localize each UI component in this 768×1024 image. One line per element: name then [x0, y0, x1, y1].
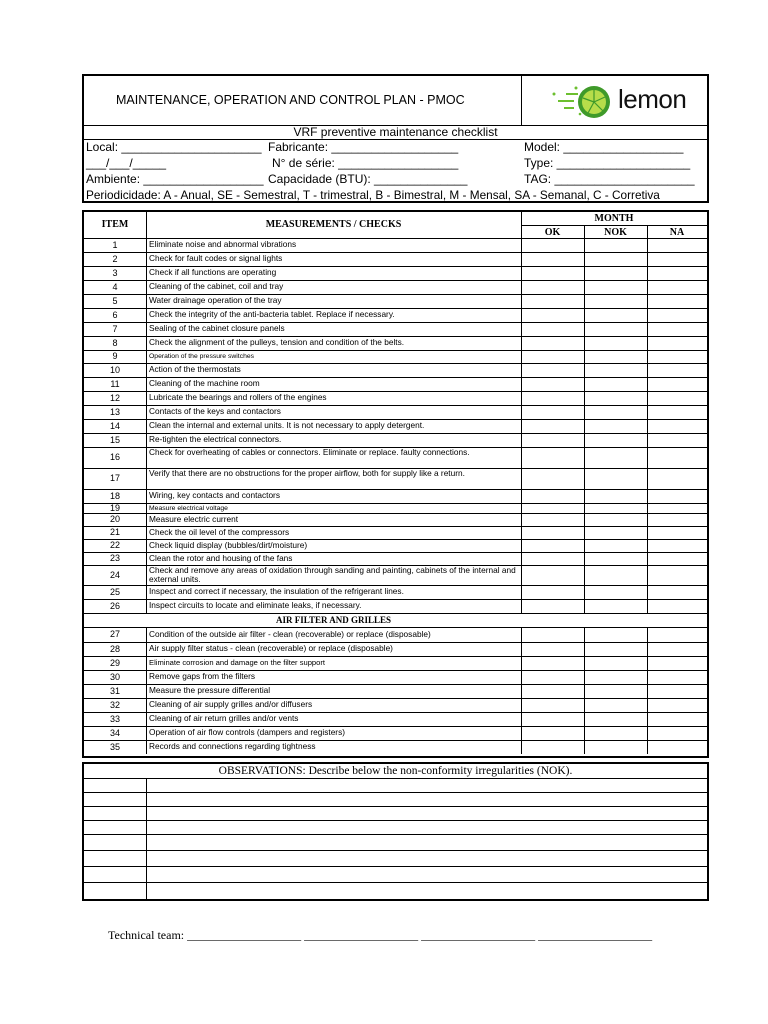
item-number: 19	[109, 503, 120, 513]
checkbox-ok[interactable]	[521, 642, 584, 656]
checkbox-nok[interactable]	[584, 238, 647, 252]
table-row	[84, 740, 707, 754]
table-row	[84, 552, 707, 565]
logo-text: lemon	[618, 84, 687, 114]
item-number: 15	[109, 434, 120, 445]
logo	[521, 76, 710, 125]
checkbox-na[interactable]	[647, 280, 707, 294]
check-description: Inspect and correct if necessary, the insulation of the refrigerant lines.	[149, 586, 404, 596]
checkbox-ok[interactable]	[521, 726, 584, 740]
checkbox-nok[interactable]	[584, 526, 647, 539]
checkbox-nok[interactable]	[584, 670, 647, 684]
model-field[interactable]: Model: __________________	[524, 140, 684, 154]
checkbox-na[interactable]	[647, 513, 707, 526]
check-description: Condition of the outside air filter - clean (recoverable) or replace (disposable)	[149, 628, 431, 639]
item-number: 8	[112, 337, 118, 348]
checkbox-na[interactable]	[647, 336, 707, 350]
checkbox-ok[interactable]	[521, 252, 584, 266]
check-description: Clean the rotor and housing of the fans	[149, 552, 293, 563]
table-row	[84, 377, 707, 391]
checkbox-nok[interactable]	[584, 740, 647, 754]
checkbox-na[interactable]	[647, 670, 707, 684]
header-nok: NOK	[604, 227, 627, 238]
checkbox-nok[interactable]	[584, 539, 647, 552]
table-row	[84, 656, 707, 670]
checkbox-ok[interactable]	[521, 670, 584, 684]
local-field[interactable]: Local: _____________________	[86, 140, 262, 154]
table-row	[84, 419, 707, 433]
lime-logo-icon	[536, 80, 616, 122]
checkbox-na[interactable]	[647, 740, 707, 754]
observation-input[interactable]	[147, 779, 707, 792]
checkbox-na[interactable]	[647, 294, 707, 308]
checkbox-na[interactable]	[647, 726, 707, 740]
table-row	[84, 280, 707, 294]
checkbox-ok[interactable]	[521, 627, 584, 642]
checkbox-na[interactable]	[647, 684, 707, 698]
check-description: Sealing of the cabinet closure panels	[149, 323, 285, 333]
item-number: 2	[112, 253, 118, 264]
item-number: 26	[109, 600, 120, 611]
col-divider	[146, 627, 147, 754]
checkbox-nok[interactable]	[584, 642, 647, 656]
item-number: 21	[109, 527, 120, 537]
form-title: MAINTENANCE, OPERATION AND CONTROL PLAN - PMOC	[116, 93, 465, 107]
checkbox-na[interactable]	[647, 252, 707, 266]
check-description: Measure electric current	[149, 513, 238, 524]
serial-number-field[interactable]: N° de série: __________________	[272, 156, 459, 170]
checkbox-na[interactable]	[647, 405, 707, 419]
table-row	[84, 670, 707, 684]
check-description: Cleaning of air supply grilles and/or diffusers	[149, 699, 313, 709]
checkbox-na[interactable]	[647, 698, 707, 712]
item-number: 16	[109, 452, 120, 462]
checkbox-ok[interactable]	[521, 363, 584, 377]
item-number: 24	[109, 569, 120, 580]
table-row	[84, 627, 707, 642]
checkbox-nok[interactable]	[584, 565, 647, 585]
check-description: Re-tighten the electrical connectors.	[149, 434, 282, 444]
checkbox-nok[interactable]	[584, 294, 647, 308]
check-description: Cleaning of the cabinet, coil and tray	[149, 281, 284, 291]
check-description: Check the alignment of the pulleys, tension and condition of the belts.	[149, 337, 405, 347]
check-description: Check liquid display (bubbles/dirt/moisture)	[149, 539, 308, 550]
observations-box	[82, 762, 709, 901]
checkbox-ok[interactable]	[521, 526, 584, 539]
capacity-field[interactable]: Capacidade (BTU): ______________	[268, 172, 468, 186]
checkbox-na[interactable]	[647, 391, 707, 405]
item-number: 22	[109, 540, 120, 550]
checkbox-nok[interactable]	[584, 433, 647, 447]
checkbox-ok[interactable]	[521, 684, 584, 698]
col-divider	[584, 627, 585, 754]
checkbox-na[interactable]	[647, 468, 707, 489]
header-month: MONTH	[594, 213, 634, 224]
table-row	[84, 526, 707, 539]
observation-input[interactable]	[147, 851, 707, 866]
checkbox-nok[interactable]	[584, 684, 647, 698]
header-na: NA	[669, 227, 685, 238]
item-number: 3	[112, 267, 118, 278]
checkbox-nok[interactable]	[584, 552, 647, 565]
check-description: Check the integrity of the anti-bacteria tablet. Replace if necessary.	[149, 309, 395, 319]
checkbox-na[interactable]	[647, 599, 707, 613]
checkbox-nok[interactable]	[584, 252, 647, 266]
item-number: 4	[112, 281, 118, 292]
checkbox-nok[interactable]	[584, 585, 647, 599]
month-divider	[521, 225, 707, 226]
checkbox-nok[interactable]	[584, 391, 647, 405]
checkbox-nok[interactable]	[584, 489, 647, 503]
checkbox-nok[interactable]	[584, 447, 647, 468]
checkbox-nok[interactable]	[584, 513, 647, 526]
item-number: 34	[109, 727, 120, 738]
check-description: Check for fault codes or signal lights	[149, 253, 283, 263]
item-number: 31	[109, 685, 120, 696]
check-description: Wiring, key contacts and contactors	[149, 490, 280, 500]
check-description: Check and remove any areas of oxidation through sanding and painting, cabinets of the internal and external units.	[149, 565, 516, 584]
periodicity-legend: Periodicidade: A - Anual, SE - Semestral, T - trimestral, B - Bimestral, M - Mensal, SA - Semanal, C - Corretiva	[86, 188, 660, 202]
type-field[interactable]: Type: ____________________	[524, 156, 691, 170]
checkbox-na[interactable]	[647, 503, 707, 513]
item-number: 20	[109, 514, 120, 524]
checkbox-ok[interactable]	[521, 599, 584, 613]
date-field[interactable]: ___/___/_____	[86, 156, 167, 170]
table-row	[84, 391, 707, 405]
table-row	[84, 503, 707, 513]
observation-input[interactable]	[147, 835, 707, 850]
table-row	[84, 350, 707, 363]
table-row	[84, 294, 707, 308]
table-row	[84, 698, 707, 712]
check-description: Operation of the pressure switches	[149, 352, 255, 360]
item-number: 18	[109, 490, 120, 501]
table-row	[84, 252, 707, 266]
checkbox-ok[interactable]	[521, 419, 584, 433]
ambiente-field[interactable]: Ambiente: __________________	[86, 172, 264, 186]
checkbox-nok[interactable]	[584, 599, 647, 613]
row-divider	[84, 613, 707, 614]
title-row	[84, 76, 707, 126]
checkbox-nok[interactable]	[584, 377, 647, 391]
item-number: 7	[112, 323, 118, 334]
item-number: 29	[109, 657, 120, 668]
checkbox-na[interactable]	[647, 565, 707, 585]
checkbox-ok[interactable]	[521, 489, 584, 503]
checkbox-na[interactable]	[647, 552, 707, 565]
table-row	[84, 513, 707, 526]
check-description: Air supply filter status - clean (recoverable) or replace (disposable)	[149, 643, 393, 653]
checkbox-na[interactable]	[647, 419, 707, 433]
table-row	[84, 565, 707, 585]
table-row	[84, 468, 707, 489]
check-description: Cleaning of air return grilles and/or vents	[149, 713, 299, 723]
table-row	[84, 642, 707, 656]
checkbox-ok[interactable]	[521, 433, 584, 447]
checkbox-na[interactable]	[647, 377, 707, 391]
checkbox-nok[interactable]	[584, 656, 647, 670]
observation-input[interactable]	[147, 821, 707, 834]
check-description: Contacts of the keys and contactors	[149, 406, 281, 416]
check-description: Remove gaps from the filters	[149, 671, 256, 681]
check-description: Operation of air flow controls (dampers and registers)	[149, 727, 345, 737]
checkbox-ok[interactable]	[521, 447, 584, 468]
checkbox-na[interactable]	[647, 712, 707, 726]
checkbox-na[interactable]	[647, 526, 707, 539]
checkbox-ok[interactable]	[521, 712, 584, 726]
table-row	[84, 322, 707, 336]
checkbox-nok[interactable]	[584, 266, 647, 280]
table-row	[84, 433, 707, 447]
checkbox-nok[interactable]	[584, 627, 647, 642]
observation-input[interactable]	[147, 867, 707, 882]
checkbox-na[interactable]	[647, 627, 707, 642]
checkbox-na[interactable]	[647, 656, 707, 670]
item-number: 27	[109, 629, 120, 639]
table-row	[84, 363, 707, 377]
col-divider	[521, 627, 522, 754]
checkbox-nok[interactable]	[584, 698, 647, 712]
checkbox-ok[interactable]	[521, 308, 584, 322]
item-number: 1	[112, 239, 118, 250]
item-number: 12	[109, 392, 120, 403]
check-description: Inspect circuits to locate and eliminate leaks, if necessary.	[149, 600, 362, 610]
checkbox-na[interactable]	[647, 308, 707, 322]
check-description: Check for overheating of cables or connectors. Eliminate or replace. faulty connections.	[149, 447, 470, 457]
check-description: Check the oil level of the compressors	[149, 526, 290, 537]
checkbox-nok[interactable]	[584, 419, 647, 433]
checkbox-nok[interactable]	[584, 322, 647, 336]
item-number: 9	[112, 351, 118, 361]
check-description: Action of the thermostats	[149, 364, 241, 374]
checkbox-ok[interactable]	[521, 539, 584, 552]
checkbox-ok[interactable]	[521, 280, 584, 294]
checkbox-nok[interactable]	[584, 405, 647, 419]
checkbox-nok[interactable]	[584, 350, 647, 363]
checkbox-ok[interactable]	[521, 585, 584, 599]
check-description: Cleaning of the machine room	[149, 378, 260, 388]
table-row	[84, 599, 707, 613]
tag-field[interactable]: TAG: _____________________	[524, 172, 695, 186]
item-number: 35	[109, 741, 120, 752]
checkbox-na[interactable]	[647, 363, 707, 377]
item-number: 14	[109, 420, 120, 431]
fabricante-field[interactable]: Fabricante: ___________________	[268, 140, 459, 154]
checkbox-na[interactable]	[647, 642, 707, 656]
col-divider	[146, 212, 147, 613]
table-row	[84, 447, 707, 468]
check-description: Water drainage operation of the tray	[149, 295, 282, 305]
item-number: 11	[110, 378, 120, 389]
item-number: 6	[112, 309, 118, 320]
checkbox-na[interactable]	[647, 350, 707, 363]
col-divider	[521, 212, 522, 613]
checkbox-na[interactable]	[647, 322, 707, 336]
item-number: 17	[109, 473, 120, 483]
item-number: 25	[109, 586, 120, 597]
observation-input[interactable]	[147, 807, 707, 820]
item-number: 28	[109, 643, 120, 654]
checkbox-ok[interactable]	[521, 294, 584, 308]
table-row	[84, 308, 707, 322]
observations-title: OBSERVATIONS: Describe below the non-conformity irregularities (NOK).	[218, 765, 573, 777]
checkbox-ok[interactable]	[521, 336, 584, 350]
technical-team-signatures[interactable]: Technical team: ___________________ ___________________ ___________________ ___________________	[108, 928, 653, 942]
table-row	[84, 238, 707, 252]
header-item: ITEM	[101, 219, 129, 230]
checkbox-na[interactable]	[647, 238, 707, 252]
form-header	[82, 74, 709, 203]
table-row	[84, 684, 707, 698]
checkbox-ok[interactable]	[521, 656, 584, 670]
checkbox-na[interactable]	[647, 433, 707, 447]
checkbox-nok[interactable]	[584, 468, 647, 489]
check-description: Eliminate noise and abnormal vibrations	[149, 239, 297, 249]
item-number: 13	[109, 406, 120, 417]
checkbox-ok[interactable]	[521, 565, 584, 585]
table-row	[84, 539, 707, 552]
form-subtitle: VRF preventive maintenance checklist	[84, 125, 707, 140]
checkbox-na[interactable]	[647, 266, 707, 280]
checkbox-nok[interactable]	[584, 280, 647, 294]
section-title-air-filter: AIR FILTER AND GRILLES	[276, 615, 391, 625]
checkbox-ok[interactable]	[521, 322, 584, 336]
check-description: Measure the pressure differential	[149, 685, 271, 695]
item-number: 33	[109, 713, 120, 724]
checkbox-ok[interactable]	[521, 377, 584, 391]
checkbox-nok[interactable]	[584, 308, 647, 322]
checkbox-nok[interactable]	[584, 726, 647, 740]
checkbox-na[interactable]	[647, 489, 707, 503]
checkbox-ok[interactable]	[521, 513, 584, 526]
check-description: Check if all functions are operating	[149, 267, 277, 277]
checkbox-ok[interactable]	[521, 405, 584, 419]
table-row	[84, 336, 707, 350]
table-row	[84, 585, 707, 599]
checkbox-ok[interactable]	[521, 503, 584, 513]
check-description: Records and connections regarding tightness	[149, 741, 316, 751]
header-ok: OK	[544, 227, 561, 238]
checkbox-ok[interactable]	[521, 391, 584, 405]
header-checks: MEASUREMENTS / CHECKS	[265, 219, 402, 230]
checkbox-ok[interactable]	[521, 552, 584, 565]
checkbox-na[interactable]	[647, 539, 707, 552]
check-description: Verify that there are no obstructions for the proper airflow, both for supply like a return.	[149, 468, 465, 478]
checkbox-nok[interactable]	[584, 712, 647, 726]
checkbox-ok[interactable]	[521, 740, 584, 754]
table-row	[84, 266, 707, 280]
table-row	[84, 489, 707, 503]
checkbox-ok[interactable]	[521, 468, 584, 489]
item-number: 32	[109, 699, 120, 710]
checkbox-nok[interactable]	[584, 363, 647, 377]
check-description: Lubricate the bearings and rollers of the engines	[149, 392, 327, 402]
item-number: 5	[112, 295, 118, 306]
checkbox-ok[interactable]	[521, 698, 584, 712]
table-row	[84, 712, 707, 726]
checklist-table	[82, 210, 709, 758]
col-divider	[584, 225, 585, 613]
checkbox-nok[interactable]	[584, 336, 647, 350]
check-description: Clean the internal and external units. It is not necessary to apply detergent.	[149, 420, 425, 430]
check-description: Eliminate corrosion and damage on the filter support	[149, 658, 326, 667]
checkbox-nok[interactable]	[584, 503, 647, 513]
item-number: 23	[109, 553, 120, 563]
table-row	[84, 726, 707, 740]
col-divider	[647, 627, 648, 754]
check-description: Measure electrical voltage	[149, 505, 228, 512]
item-number: 10	[109, 364, 120, 375]
checkbox-na[interactable]	[647, 447, 707, 468]
observation-input[interactable]	[147, 793, 707, 806]
table-row	[84, 405, 707, 419]
checkbox-na[interactable]	[647, 585, 707, 599]
col-divider	[647, 225, 648, 613]
checkbox-ok[interactable]	[521, 350, 584, 363]
checkbox-ok[interactable]	[521, 266, 584, 280]
item-number: 30	[109, 671, 120, 682]
observation-input[interactable]	[147, 883, 707, 899]
checkbox-ok[interactable]	[521, 238, 584, 252]
